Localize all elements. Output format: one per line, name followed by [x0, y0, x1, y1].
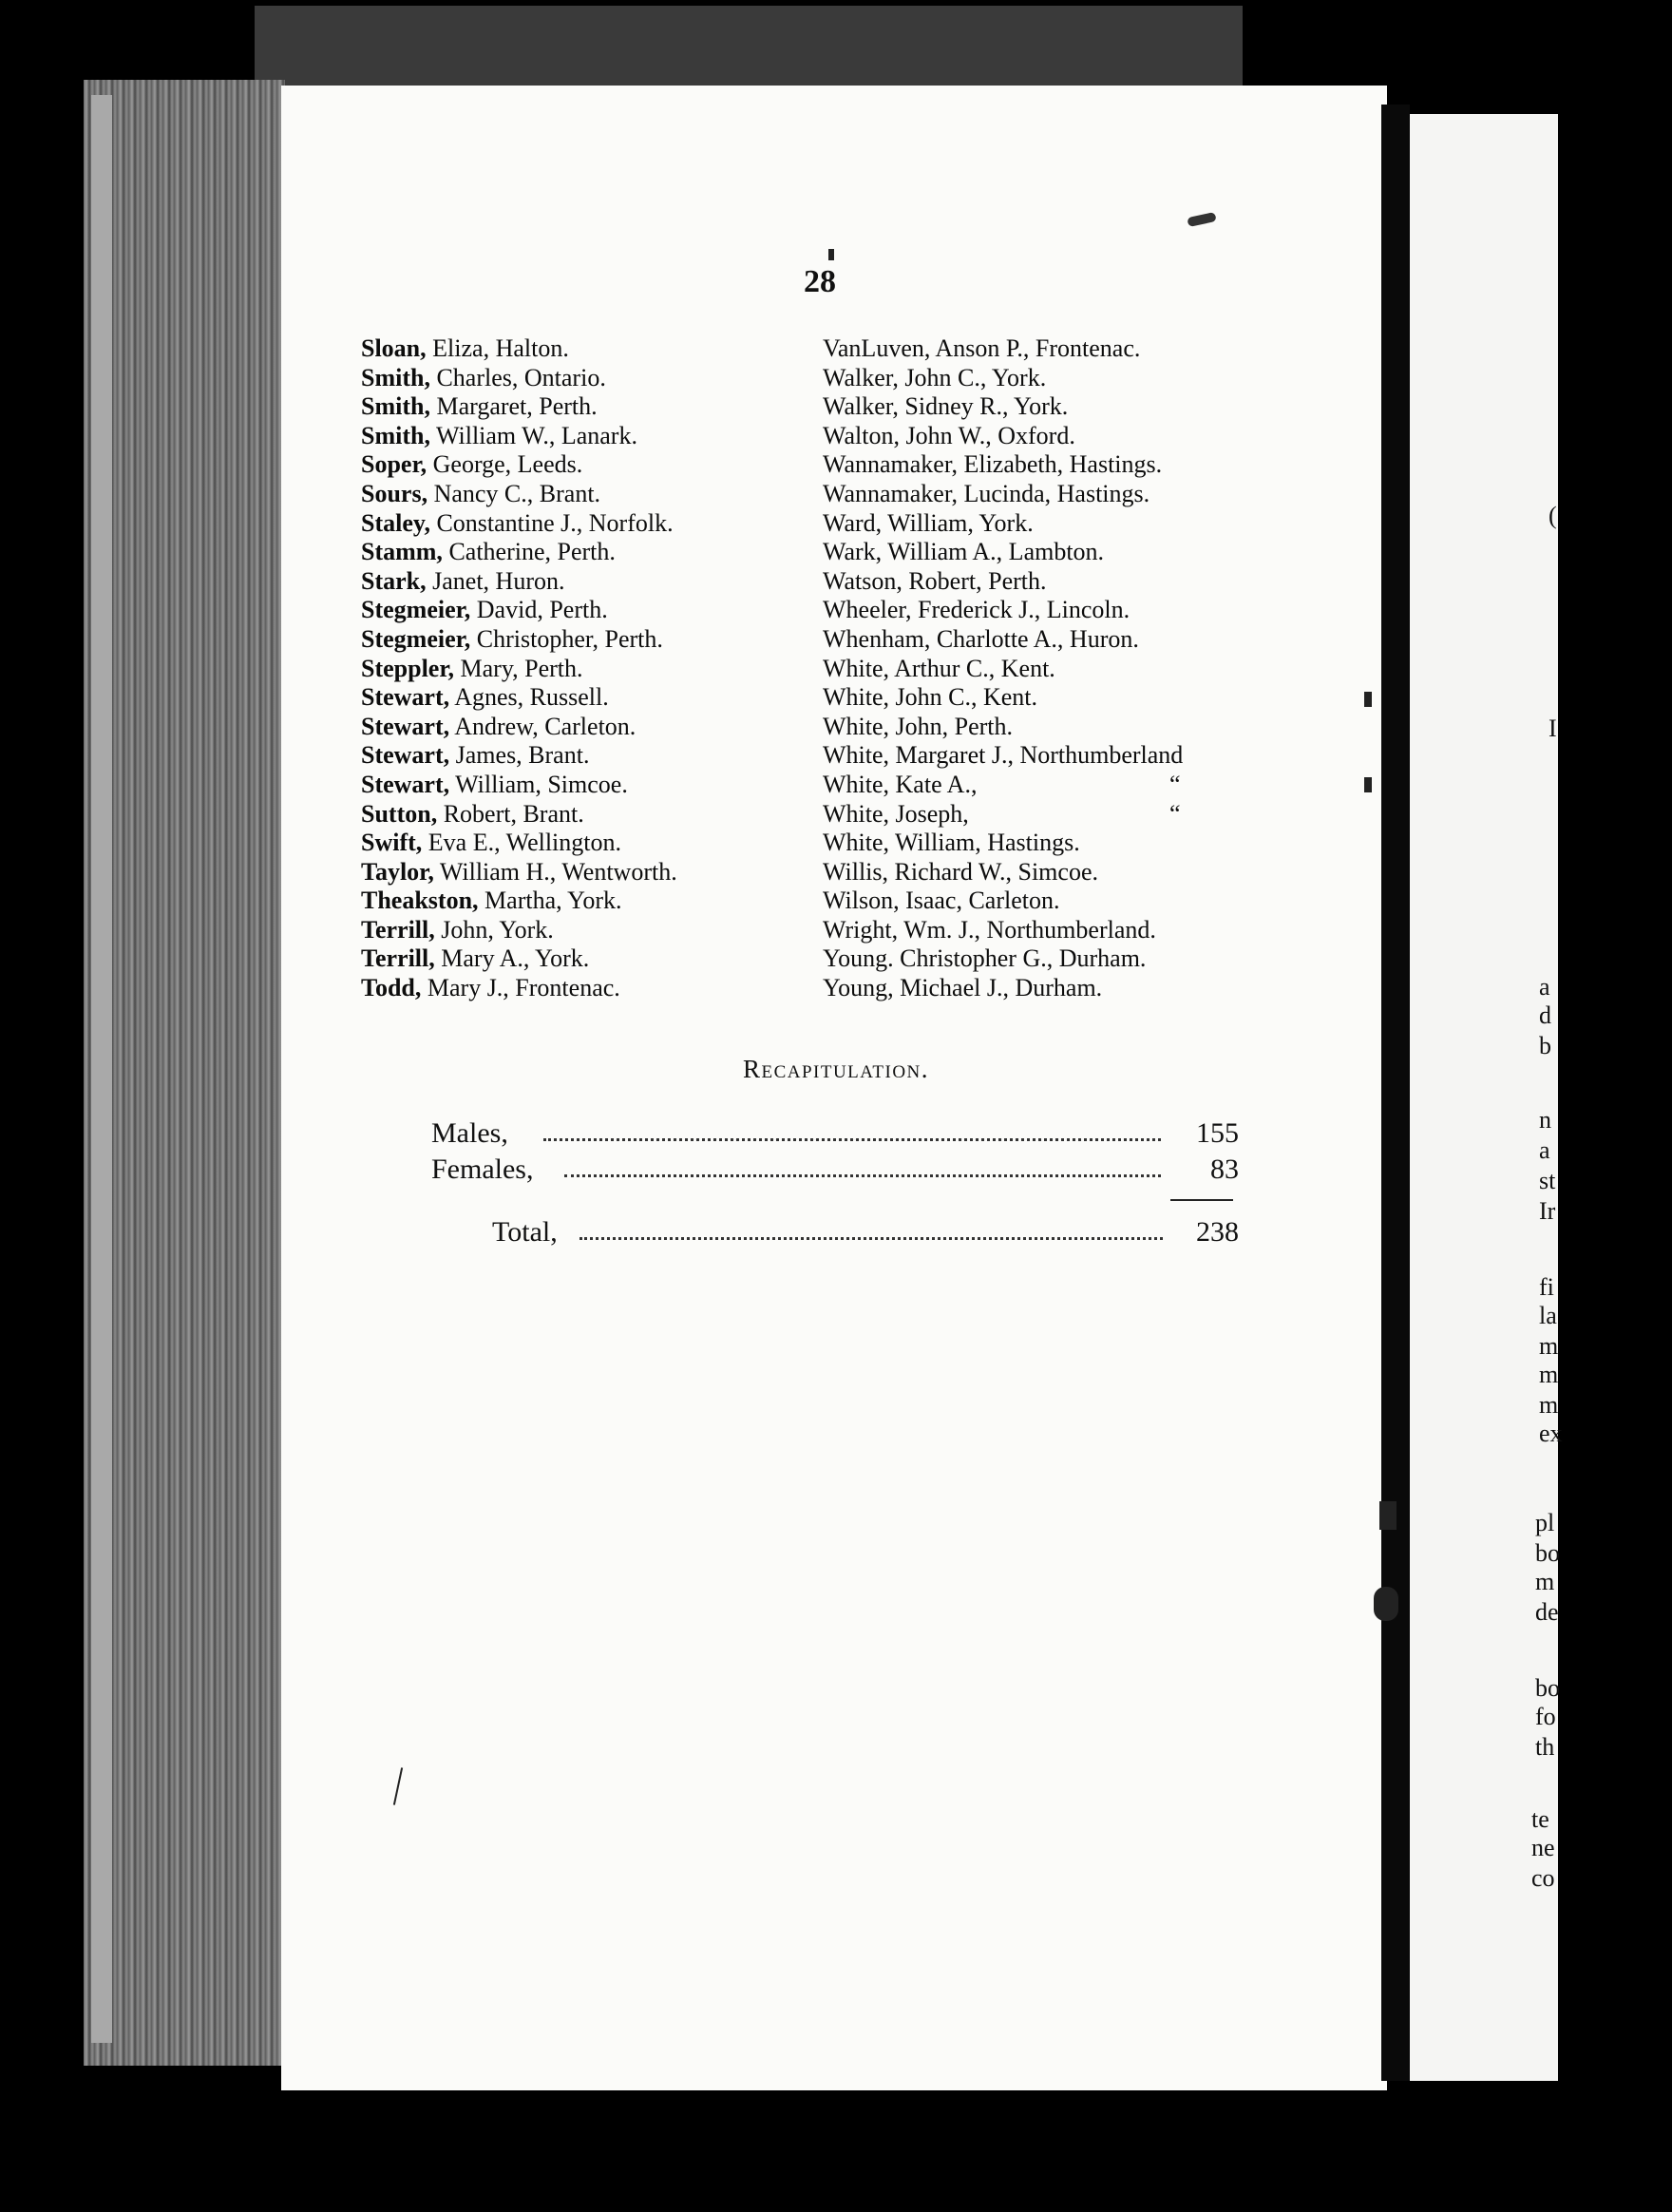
entry-surname: Soper, — [361, 450, 428, 479]
recap-total-value: 238 — [1196, 1216, 1239, 1248]
list-item — [361, 450, 677, 480]
entry-details: John, York. — [434, 915, 554, 944]
leader-dots — [580, 1216, 1163, 1240]
right-page-fragment: te — [1531, 1805, 1549, 1833]
list-item — [361, 944, 677, 974]
list-item — [361, 509, 677, 539]
entry-text: White, Arthur C., Kent. — [823, 654, 1055, 682]
list-item — [361, 713, 677, 742]
entry-surname: Smith, — [361, 421, 430, 449]
right-page-fragment: fi — [1539, 1273, 1554, 1301]
recap-females-label: Females, — [431, 1154, 534, 1185]
right-page-fragment: m — [1539, 1332, 1559, 1360]
entry-text: Wheeler, Frederick J., Lincoln. — [823, 596, 1130, 624]
list-item — [823, 974, 1183, 1003]
leader-dots — [543, 1117, 1161, 1141]
entry-details: David, Perth. — [470, 596, 608, 624]
recap-females-value: 83 — [1210, 1154, 1239, 1185]
list-item — [361, 392, 677, 422]
entry-surname: Stewart, — [361, 770, 450, 798]
list-item — [823, 713, 1183, 742]
entry-text: Wright, Wm. J., Northumberland. — [823, 915, 1156, 944]
entry-details: Eliza, Halton. — [426, 334, 569, 362]
entry-surname: Sutton, — [361, 799, 438, 828]
list-item — [361, 741, 677, 771]
entry-surname: Stewart, — [361, 683, 450, 712]
entry-text: Ward, William, York. — [823, 508, 1034, 537]
entry-text: Watson, Robert, Perth. — [823, 566, 1047, 595]
list-item — [823, 829, 1183, 858]
list-item — [823, 858, 1183, 887]
right-page-fragment: fo — [1535, 1703, 1556, 1730]
list-item — [823, 800, 1183, 830]
entry-details: Janet, Huron. — [426, 566, 565, 595]
entry-text: White, William, Hastings. — [823, 829, 1080, 857]
list-item — [361, 858, 677, 887]
right-page-fragment: co — [1531, 1864, 1555, 1892]
list-item — [361, 480, 677, 509]
list-item — [823, 422, 1183, 451]
list-item — [361, 771, 677, 800]
book-cover-top — [255, 6, 1243, 87]
entry-text: Wannamaker, Elizabeth, Hastings. — [823, 450, 1163, 479]
entry-text: Young. Christopher G., Durham. — [823, 944, 1147, 973]
recap-total-label: Total, — [492, 1216, 558, 1248]
page-number: 28 — [804, 264, 836, 299]
entry-surname: Stewart, — [361, 741, 450, 770]
recap-males-row — [431, 1117, 1239, 1150]
entry-text: Wilson, Isaac, Carleton. — [823, 887, 1060, 915]
list-item — [823, 538, 1183, 567]
right-page-fragment: bo — [1535, 1539, 1560, 1567]
entry-surname: Smith, — [361, 392, 430, 421]
list-item — [823, 450, 1183, 480]
entry-details: Christopher, Perth. — [470, 624, 663, 653]
entry-text: White, John C., Kent. — [823, 683, 1038, 712]
entry-details: Andrew, Carleton. — [449, 712, 636, 740]
entry-text: Whenham, Charlotte A., Huron. — [823, 624, 1139, 653]
entry-details: Charles, Ontario. — [429, 363, 606, 391]
entry-text: White, Joseph, — [823, 799, 969, 828]
ink-mark — [828, 249, 834, 260]
entry-text: White, Margaret J., Northumberland — [823, 741, 1184, 770]
total-rule — [1170, 1199, 1233, 1201]
ditto-mark: “ — [1169, 770, 1181, 798]
list-item — [823, 741, 1183, 771]
entry-text: White, Kate A., — [823, 770, 978, 798]
list-item — [823, 944, 1183, 974]
leader-dots — [564, 1154, 1161, 1177]
right-page-fragment: la — [1539, 1302, 1557, 1329]
list-item — [823, 683, 1183, 713]
right-page-fragment: a — [1539, 973, 1550, 1001]
right-page-fragment: pl — [1535, 1509, 1555, 1536]
entry-text: Wannamaker, Lucinda, Hastings. — [823, 479, 1150, 507]
right-page-fragment: d — [1539, 1001, 1551, 1029]
right-page-fragment: b — [1539, 1032, 1551, 1059]
right-page-fragment: ( — [1548, 502, 1557, 529]
list-item — [361, 800, 677, 830]
list-item — [361, 829, 677, 858]
entry-details: Nancy C., Brant. — [428, 479, 601, 507]
recap-females-row — [431, 1154, 1239, 1186]
book-gutter — [1381, 105, 1410, 2081]
entry-text: Walker, Sidney R., York. — [823, 392, 1069, 421]
entry-details: Constantine J., Norfolk. — [429, 508, 674, 537]
entry-text: VanLuven, Anson P., Frontenac. — [823, 334, 1141, 362]
list-item — [361, 916, 677, 945]
list-item — [823, 596, 1183, 625]
entry-surname: Stegmeier, — [361, 596, 471, 624]
entry-surname: Stewart, — [361, 712, 450, 740]
entry-details: Catherine, Perth. — [442, 538, 616, 566]
right-page-fragment: de — [1535, 1598, 1559, 1626]
entry-details: Mary J., Frontenac. — [421, 974, 620, 1002]
scan-background-bottom — [0, 2090, 1558, 2212]
entry-details: William H., Wentworth. — [433, 857, 677, 886]
entry-details: Margaret, Perth. — [429, 392, 598, 421]
entry-text: Walker, John C., York. — [823, 363, 1047, 391]
entry-surname: Stark, — [361, 566, 427, 595]
right-page-fragment: th — [1535, 1733, 1555, 1761]
entry-surname: Stegmeier, — [361, 624, 471, 653]
ink-speck — [1374, 1587, 1398, 1621]
list-item — [823, 480, 1183, 509]
list-item — [823, 392, 1183, 422]
right-page-fragment: st — [1539, 1167, 1556, 1194]
list-item — [823, 916, 1183, 945]
entry-details: George, Leeds. — [427, 450, 583, 479]
list-item — [361, 596, 677, 625]
list-item — [823, 771, 1183, 800]
entry-surname: Stamm, — [361, 538, 443, 566]
right-page-fragment: bo — [1535, 1674, 1560, 1702]
list-item — [823, 567, 1183, 597]
entry-surname: Todd, — [361, 974, 422, 1002]
name-list-left — [361, 334, 677, 1003]
entry-text: Walton, John W., Oxford. — [823, 421, 1075, 449]
entry-surname: Sloan, — [361, 334, 427, 362]
list-item — [361, 364, 677, 393]
entry-surname: Swift, — [361, 829, 423, 857]
right-page-fragment: n — [1539, 1106, 1551, 1134]
entry-details: Mary, Perth. — [454, 654, 583, 682]
entry-surname: Theakston, — [361, 887, 479, 915]
right-page-fragment: m — [1539, 1391, 1559, 1419]
ink-speck — [1364, 692, 1372, 707]
list-item — [823, 364, 1183, 393]
recap-males-label: Males, — [431, 1117, 508, 1149]
list-item — [361, 683, 677, 713]
right-page-fragment: I — [1548, 715, 1557, 742]
list-item — [361, 334, 677, 364]
entry-surname: Terrill, — [361, 915, 435, 944]
right-page-fragment: m — [1535, 1568, 1555, 1595]
list-item — [823, 655, 1183, 684]
list-item — [361, 655, 677, 684]
entry-details: James, Brant. — [449, 741, 590, 770]
ink-speck — [1364, 777, 1372, 792]
right-page-fragment: ex — [1539, 1420, 1563, 1447]
ink-speck — [1379, 1501, 1396, 1530]
list-item — [361, 625, 677, 655]
entry-details: William, Simcoe. — [449, 770, 628, 798]
list-item — [823, 334, 1183, 364]
entry-surname: Sours, — [361, 479, 428, 507]
entry-text: Young, Michael J., Durham. — [823, 974, 1103, 1002]
list-item — [823, 625, 1183, 655]
list-item — [361, 422, 677, 451]
name-list-right — [823, 334, 1183, 1003]
entry-surname: Terrill, — [361, 944, 435, 973]
entry-surname: Taylor, — [361, 857, 434, 886]
ditto-mark: “ — [1169, 799, 1181, 828]
book-page-right — [1410, 114, 1558, 2081]
entry-text: Wark, William A., Lambton. — [823, 538, 1105, 566]
recap-total-row — [492, 1216, 1239, 1249]
recap-males-value: 155 — [1196, 1117, 1239, 1149]
entry-details: William W., Lanark. — [429, 421, 637, 449]
entry-text: White, John, Perth. — [823, 712, 1014, 740]
entry-details: Eva E., Wellington. — [422, 829, 622, 857]
right-page-fragment: Ir — [1539, 1197, 1556, 1225]
entry-details: Martha, York. — [478, 887, 622, 915]
entry-text: Willis, Richard W., Simcoe. — [823, 857, 1098, 886]
list-item — [361, 974, 677, 1003]
list-item — [361, 538, 677, 567]
right-page-fragment: m — [1539, 1361, 1559, 1388]
right-page-fragment: ne — [1531, 1834, 1555, 1861]
entry-details: Agnes, Russell. — [449, 683, 609, 712]
list-item — [361, 567, 677, 597]
list-item — [823, 509, 1183, 539]
entry-details: Robert, Brant. — [437, 799, 584, 828]
list-item — [361, 887, 677, 916]
recapitulation-title: Recapitulation. — [742, 1055, 930, 1083]
right-page-fragment: a — [1539, 1136, 1550, 1164]
entry-surname: Smith, — [361, 363, 430, 391]
list-item — [823, 887, 1183, 916]
entry-surname: Staley, — [361, 508, 430, 537]
entry-surname: Steppler, — [361, 654, 454, 682]
entry-details: Mary A., York. — [434, 944, 590, 973]
